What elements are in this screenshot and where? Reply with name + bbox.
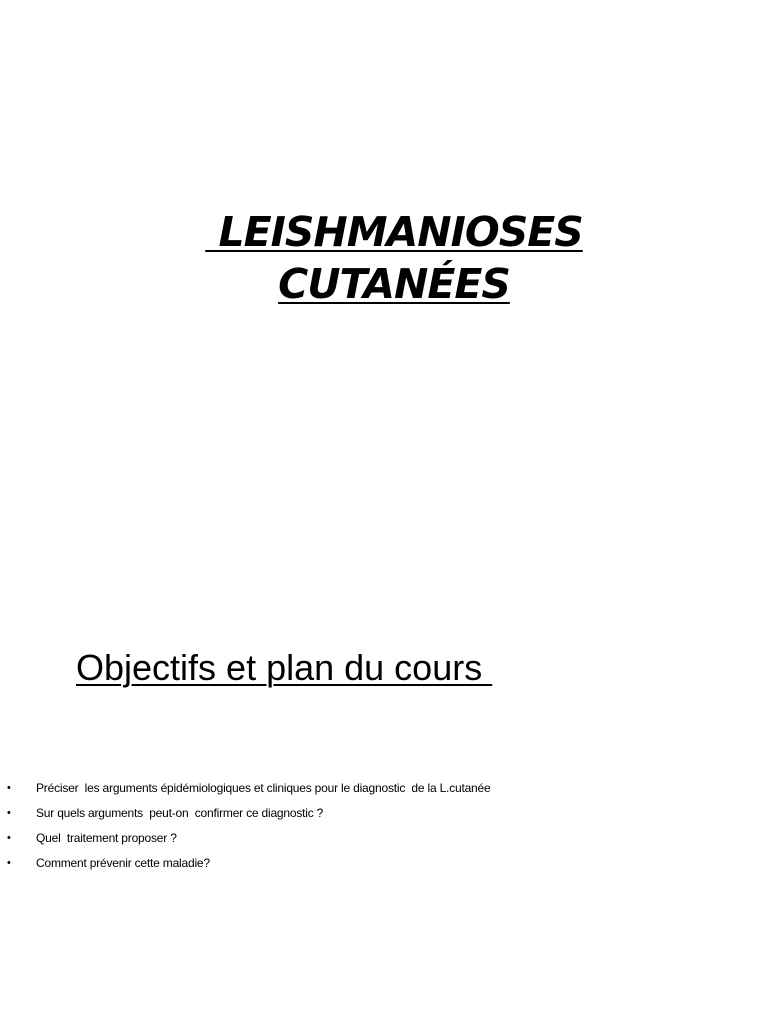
title-line-2: [0, 258, 768, 310]
bullet-icon: •: [7, 857, 11, 869]
objective-text: Sur quels arguments peut-on confirmer ce diagnostic ?: [36, 806, 324, 820]
objective-text: Préciser les arguments épidémiologiques et cliniques pour le diagnostic de la L.cutanée: [36, 781, 491, 795]
document-title: [0, 206, 768, 310]
bullet-icon: •: [7, 807, 11, 819]
section-heading: Objectifs et plan du cours: [76, 647, 493, 688]
title-line-2-text: CUTANÉES: [278, 260, 510, 308]
bullet-icon: •: [7, 832, 11, 844]
objective-text: Comment prévenir cette maladie?: [36, 856, 210, 870]
title-line-1-text: LEISHMANIOSES: [205, 208, 583, 256]
title-line-1: [0, 206, 768, 258]
objective-text: Quel traitement proposer ?: [36, 831, 177, 845]
bullet-icon: •: [7, 782, 11, 794]
